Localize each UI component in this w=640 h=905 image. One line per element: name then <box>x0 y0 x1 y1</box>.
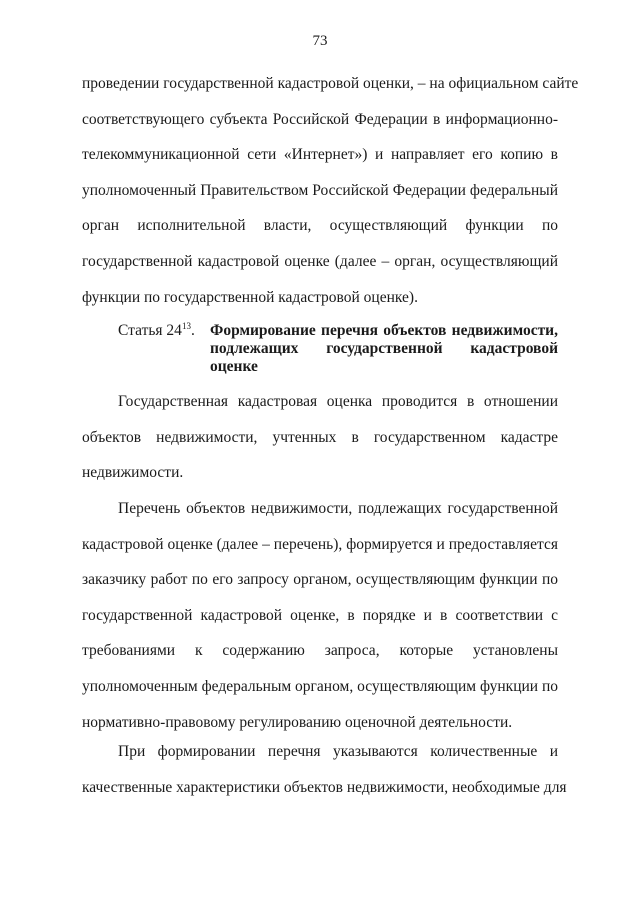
text-line: объектов недвижимости, учтенных в государственном кадастре <box>82 428 558 446</box>
text-line: нормативно-правовому регулированию оценочной деятельности. <box>82 713 513 731</box>
article-label-suffix: . <box>190 322 195 339</box>
text-line: уполномоченным федеральным органом, осуществляющим функции по <box>82 677 559 695</box>
article-title-line: Формирование перечня объектов недвижимости, <box>210 322 558 339</box>
paragraph <box>82 384 558 491</box>
text-line: качественные характеристики объектов недвижимости, необходимые для <box>82 778 567 796</box>
text-line: Государственная кадастровая оценка проводится в отношении <box>118 393 558 410</box>
article-superscript: 13 <box>181 320 191 331</box>
text-line: недвижимости. <box>82 464 184 482</box>
text-line: Перечень объектов недвижимости, подлежащих государственной <box>118 500 558 517</box>
text-line: проведении государственной кадастровой оценки, – на официальном сайте <box>82 75 579 92</box>
text-line: соответствующего субъекта Российской Федерации в информационно- <box>82 110 558 128</box>
text-line: заказчику работ по его запросу органом, осуществляющим функции по <box>82 571 558 589</box>
paragraph <box>82 491 558 740</box>
text-line: государственной кадастровой оценке (далее – орган, осуществляющий <box>82 252 558 270</box>
text-line: телекоммуникационной сети «Интернет») и направляет его копию в <box>82 146 558 164</box>
article-label-text: Статья 24 <box>118 322 182 339</box>
text-line: орган исполнительной власти, осуществляющий функции по <box>82 217 558 235</box>
text-line: кадастровой оценке (далее – перечень), формируется и предоставляется <box>82 535 558 553</box>
article-title <box>210 322 558 376</box>
article-title-line: подлежащих государственной кадастровой <box>210 340 558 357</box>
article-label <box>118 322 195 340</box>
text-line: государственной кадастровой оценке, в порядке и в соответствии с <box>82 606 558 624</box>
text-line: функции по государственной кадастровой оценке). <box>82 288 418 306</box>
text-line: требованиями к содержанию запроса, которые установлены <box>82 642 558 660</box>
paragraph <box>82 734 567 805</box>
text-line: уполномоченный Правительством Российской Федерации федеральный <box>82 181 558 199</box>
text-line: При формировании перечня указываются количественные и <box>118 743 558 760</box>
article-title-line: оценке <box>210 358 258 375</box>
paragraph-continuation <box>82 66 579 315</box>
page-number: 73 <box>312 33 328 49</box>
